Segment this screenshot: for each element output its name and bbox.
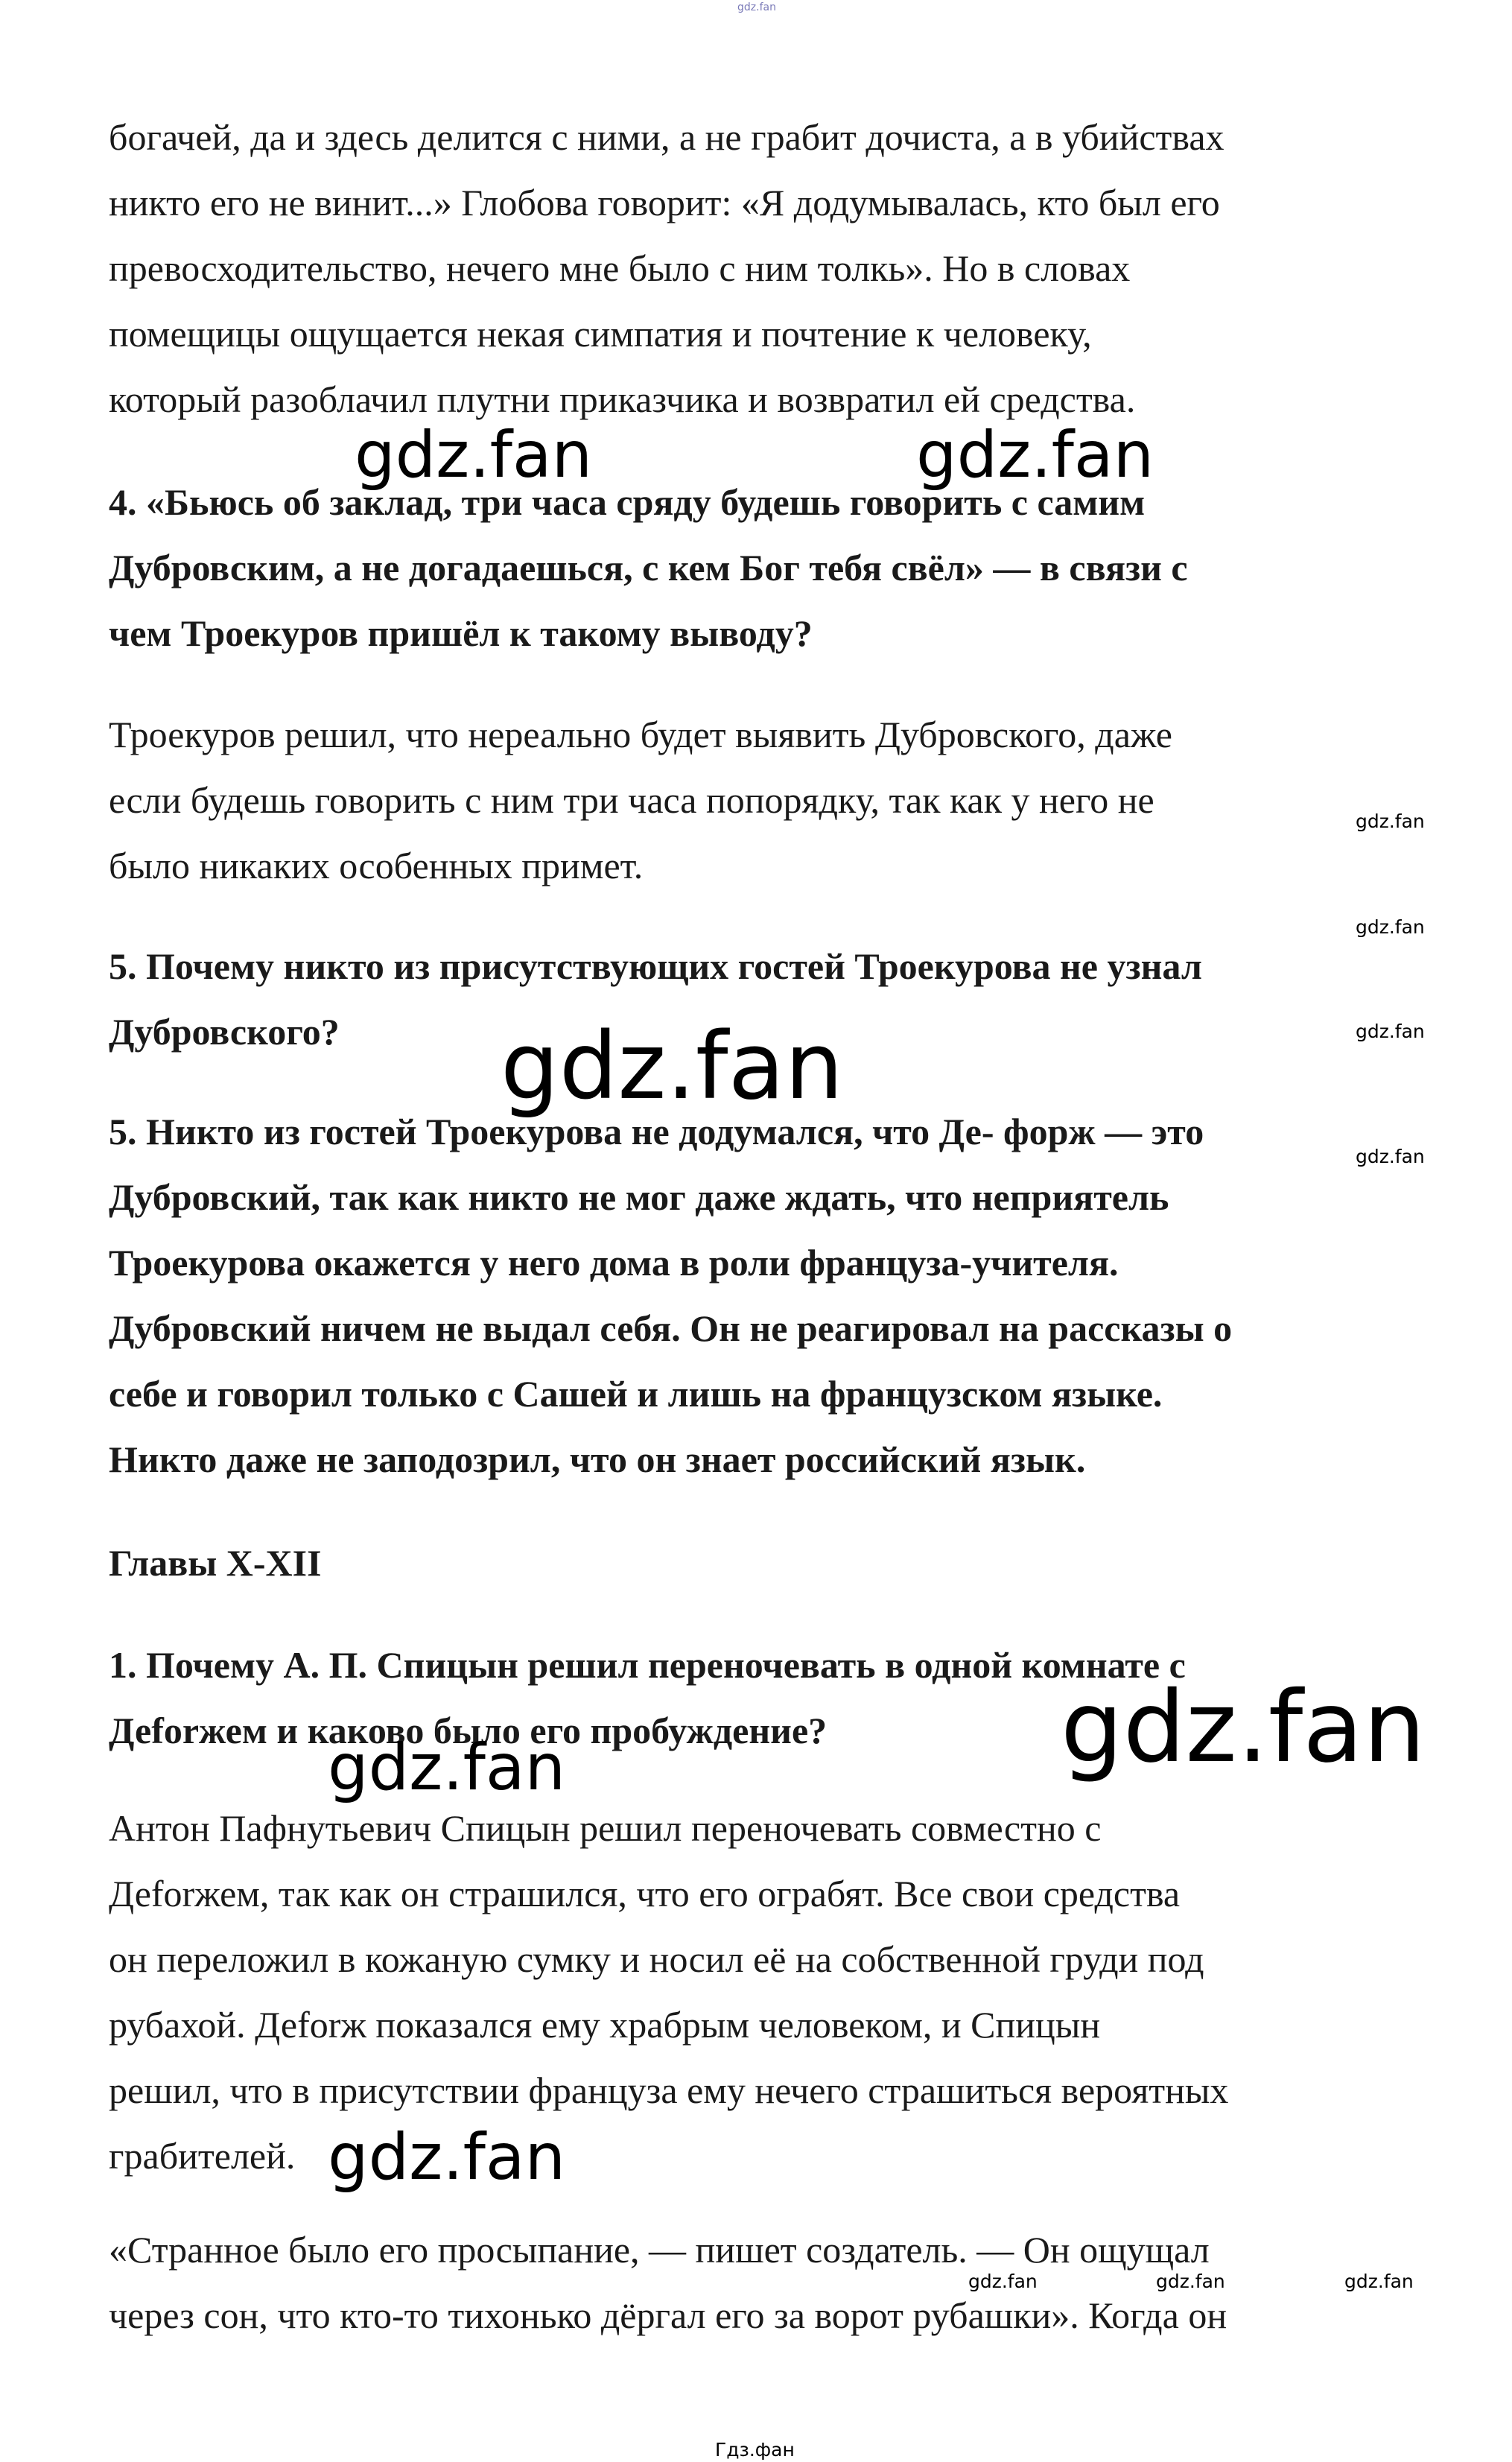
text-line: помещицы ощущается некая симпатия и почтение к человеку, bbox=[109, 313, 1092, 355]
watermark-small: gdz.fan bbox=[968, 2271, 1038, 2292]
watermark-small: gdz.fan bbox=[1156, 2271, 1225, 2292]
text-line: Дубровским, а не догадаешься, с кем Бог тебя свёл» — в связи с bbox=[109, 547, 1188, 588]
watermark-small: gdz.fan bbox=[1356, 916, 1425, 938]
text-line: Деforжем и каково было его пробуждение? bbox=[109, 1710, 828, 1751]
text-line: было никаких особенных примет. bbox=[109, 845, 644, 886]
watermark: gdz.fan bbox=[501, 1013, 844, 1120]
answer-1 bbox=[109, 1795, 1449, 2195]
watermark: gdz.fan bbox=[1061, 1670, 1426, 1785]
text-line: Никто даже не заподозрил, что он знает российский язык. bbox=[109, 1438, 1086, 1480]
text-line: через сон, что кто-то тихонько дёргал его за ворот рубашки». Когда он bbox=[109, 2294, 1227, 2336]
text-line: грабителей. bbox=[109, 2135, 296, 2177]
text-line: Троекурова окажется у него дома в роли француза-учителя. bbox=[109, 1242, 1119, 1284]
question-4 bbox=[109, 469, 1449, 666]
watermark-small: gdz.fan bbox=[1344, 2271, 1414, 2292]
watermark-small: gdz.fan bbox=[1356, 1021, 1425, 1042]
text-line: рубахой. Деforж показался ему храбрым человеком, и Спицын bbox=[109, 2004, 1101, 2046]
text-line: который разоблачил плутни приказчика и возвратил ей средства. bbox=[109, 378, 1136, 420]
watermark: gdz.fan bbox=[328, 2120, 566, 2195]
text-line: 1. Почему А. П. Спицын решил переночевать в одной комнате с bbox=[109, 1644, 1186, 1686]
text-line: Дубровский ничем не выдал себя. Он не реагировал на рассказы о bbox=[109, 1307, 1233, 1349]
watermark: gdz.fan bbox=[328, 1730, 566, 1805]
answer-5 bbox=[109, 1099, 1449, 1492]
text-line: он переложил в кожаную сумку и носил её на собственной груди под bbox=[109, 1938, 1204, 1980]
text-line: богачей, да и здесь делится с ними, а не грабит дочиста, а в убийствах bbox=[109, 116, 1224, 158]
text-line: Дубровский, так как никто не мог даже ждать, что неприятель bbox=[109, 1176, 1169, 1218]
section-heading bbox=[109, 1530, 1449, 1596]
footer-text: Гдз.фан bbox=[715, 2439, 795, 2461]
answer-4 bbox=[109, 702, 1449, 898]
text-line: 5. Почему никто из присутствующих гостей Троекурова не узнал bbox=[109, 945, 1202, 987]
text-line: Троекуров решил, что нереально будет выявить Дубровского, даже bbox=[109, 714, 1172, 755]
text-line: решил, что в присутствии француза ему нечего страшиться вероятных bbox=[109, 2069, 1229, 2111]
text-line: 5. Никто из гостей Троекурова не додумался, что Де- форж — это bbox=[109, 1111, 1204, 1152]
text-line: 4. «Бьюсь об заклад, три часа сряду будешь говорить с самим bbox=[109, 481, 1146, 523]
watermark: gdz.fan bbox=[355, 418, 593, 492]
watermark: gdz.fan bbox=[916, 418, 1154, 492]
text-line: Антон Пафнутьевич Спицын решил переночевать совместно с bbox=[109, 1807, 1102, 1849]
text-line: «Странное было его просыпание, — пишет создатель. — Он ощущал bbox=[109, 2229, 1210, 2271]
watermark-small: gdz.fan bbox=[1356, 810, 1425, 832]
text-line: себе и говорил только с Сашей и лишь на французском языке. bbox=[109, 1373, 1163, 1415]
answer-1-continued bbox=[109, 2217, 1449, 2348]
heading-text: Главы X-XII bbox=[109, 1542, 322, 1584]
text-line: если будешь говорить с ним три часа попорядку, так как у него не bbox=[109, 779, 1154, 821]
text-line: Деforжем, так как он страшился, что его ограбят. Все свои средства bbox=[109, 1873, 1181, 1914]
watermark-small: gdz.fan bbox=[1356, 1146, 1425, 1167]
header-watermark: gdz.fan bbox=[737, 1, 776, 13]
text-line: чем Троекуров пришёл к такому выводу? bbox=[109, 612, 813, 654]
paragraph-intro bbox=[109, 104, 1449, 432]
text-line: никто его не винит...» Глобова говорит: «Я додумывалась, кто был его bbox=[109, 182, 1220, 223]
text-line: Дубровского? bbox=[109, 1011, 340, 1053]
text-line: превосходительство, нечего мне было с ним толкь». Но в словах bbox=[109, 247, 1131, 289]
